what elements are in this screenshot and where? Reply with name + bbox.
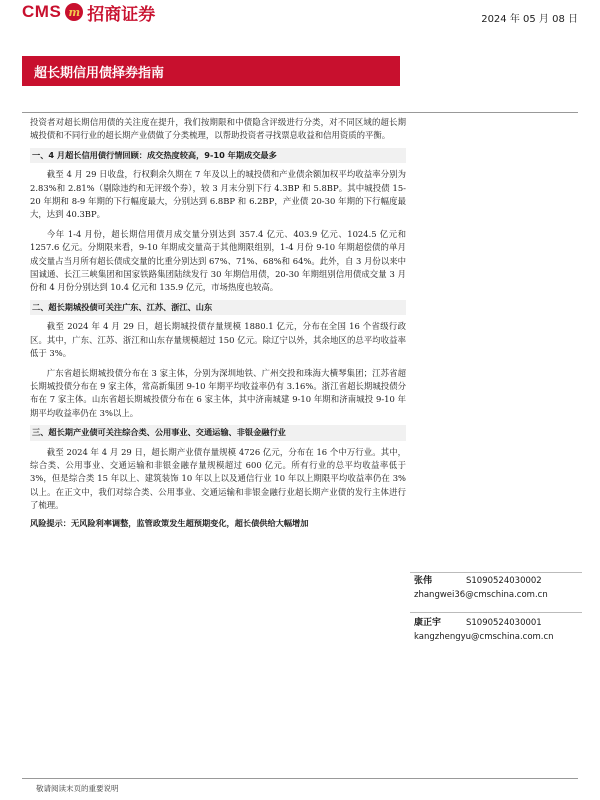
section-2-paragraph-1: 截至 2024 年 4 月 29 日，超长期城投债存量规模 1880.1 亿元，分布在全国 16 个省级行政区。其中，广东、江苏、浙江和山东存量规模超过 150 亿元。除辽宁以外，其余地区的总平均收益率低于 3%。 (30, 321, 406, 359)
section-2-paragraph-2: 广东省超长期城投债分布在 3 家主体，分别为深圳地铁、广州交投和珠海大横琴集团；江苏省超长期城投债分布在 9 家主体，常高新集团 9-10 年期平均收益率仍有 3.16%。浙江省超长期城投债分布在 7 家主体。山东省超长期城投债分布在 6 家主体，其中济南城建 9-10 年期和济南城投 9-10 年期平均收益率仍在 3%以上。 (30, 367, 406, 418)
report-body (30, 116, 406, 530)
header-divider (22, 112, 578, 113)
risk-warning: 风险提示：无风险利率调整，监管政策发生超预期变化，超长债供给大幅增加 (30, 517, 309, 528)
logo-text-cn: 招商证券 (87, 4, 156, 25)
section-1-paragraph-1: 截至 4 月 29 日收盘，行权剩余久期在 7 年及以上的城投债和产业债余额加权平均收益率分别为 2.83%和 2.81%（剔除违约和无评级个券），较 3 月末分别下行 4.3BP 和 5.8BP。其中城投债 15-20 年期和 8-9 年期的下行幅度最大，分别达到 6.8BP 和 6.2BP，产业债 20-30 年期的下行幅度最大，达到 40.3BP。 (30, 169, 406, 220)
analyst-email: kangzhengyu@cmschina.com.cn (414, 632, 554, 642)
analyst-card-2 (414, 616, 584, 644)
analyst-divider-mid (410, 612, 582, 613)
footer-divider (22, 778, 578, 779)
analyst-card-1 (414, 574, 584, 602)
intro-paragraph: 投资者对超长期信用债的关注度在提升，我们按期限和中债隐含评级进行分类，对不同区域的超长期城投债和不同行业的超长期产业债做了分类梳理，以帮助投资者寻找票息收益和信用资质的平衡。 (30, 117, 406, 141)
analyst-email: zhangwei36@cmschina.com.cn (414, 590, 548, 600)
report-date: 2024 年 05 月 08 日 (481, 14, 578, 25)
analyst-cert: S1090524030001 (466, 618, 542, 628)
footer-note: 敬请阅读末页的重要说明 (36, 784, 119, 793)
analyst-name: 康正宇 (414, 618, 442, 628)
section-heading-3: 三、超长期产业债可关注综合类、公用事业、交通运输、非银金融行业 (30, 425, 406, 440)
section-heading-2: 二、超长期城投债可关注广东、江苏、浙江、山东 (30, 300, 406, 315)
section-1-paragraph-2: 今年 1-4 月份，超长期信用债月成交量分别达到 357.4 亿元、403.9 亿元、1024.5 亿元和 1257.6 亿元。分期限来看，9-10 年期成交量高于其他期限组别，1-4 月份 9-10 年期超偿债的单月成交量占当月所有超长债成交量的比重分别达到 67%、71%、68%和 64%。此外，自 3 月份以来中国诚通、长江三峡集团和国家铁路集团陆续发行 30 年期信用债，20-30 年期组别信用债成交量 3 月份和 4 月份分别达到 10.4 亿元和 135.9 亿元，市场热度也较高。 (30, 228, 406, 293)
section-heading-1: 一、4 月超长信用债行情回顾：成交热度较高，9-10 年期成交最多 (30, 148, 406, 163)
section-3-paragraph-1: 截至 2024 年 4 月 29 日，超长期产业债存量规模 4726 亿元，分布在 16 个中万行业。其中，综合类、公用事业、交通运输和非银金融存量规模超过 600 亿元。所有行业的总平均收益率低于 3%，但是综合类 15 年以上、建筑装饰 10 年以上以及通信行业 10 年以上期限平均收益率仍在 3%以上。在正文中，我们对综合类、公用事业、交通运输和非银金融行业超长期产业债的发行主体进行了梳理。 (30, 446, 406, 511)
report-title: 超长期信用债择券指南 (34, 65, 165, 81)
logo-text-en: CMS (22, 2, 62, 21)
logo-mark-icon: m (65, 3, 83, 21)
company-logo (22, 0, 155, 24)
title-band (22, 56, 400, 86)
analyst-cert: S1090524030002 (466, 576, 542, 586)
analyst-divider-top (410, 572, 582, 573)
analyst-name: 张伟 (414, 576, 433, 586)
